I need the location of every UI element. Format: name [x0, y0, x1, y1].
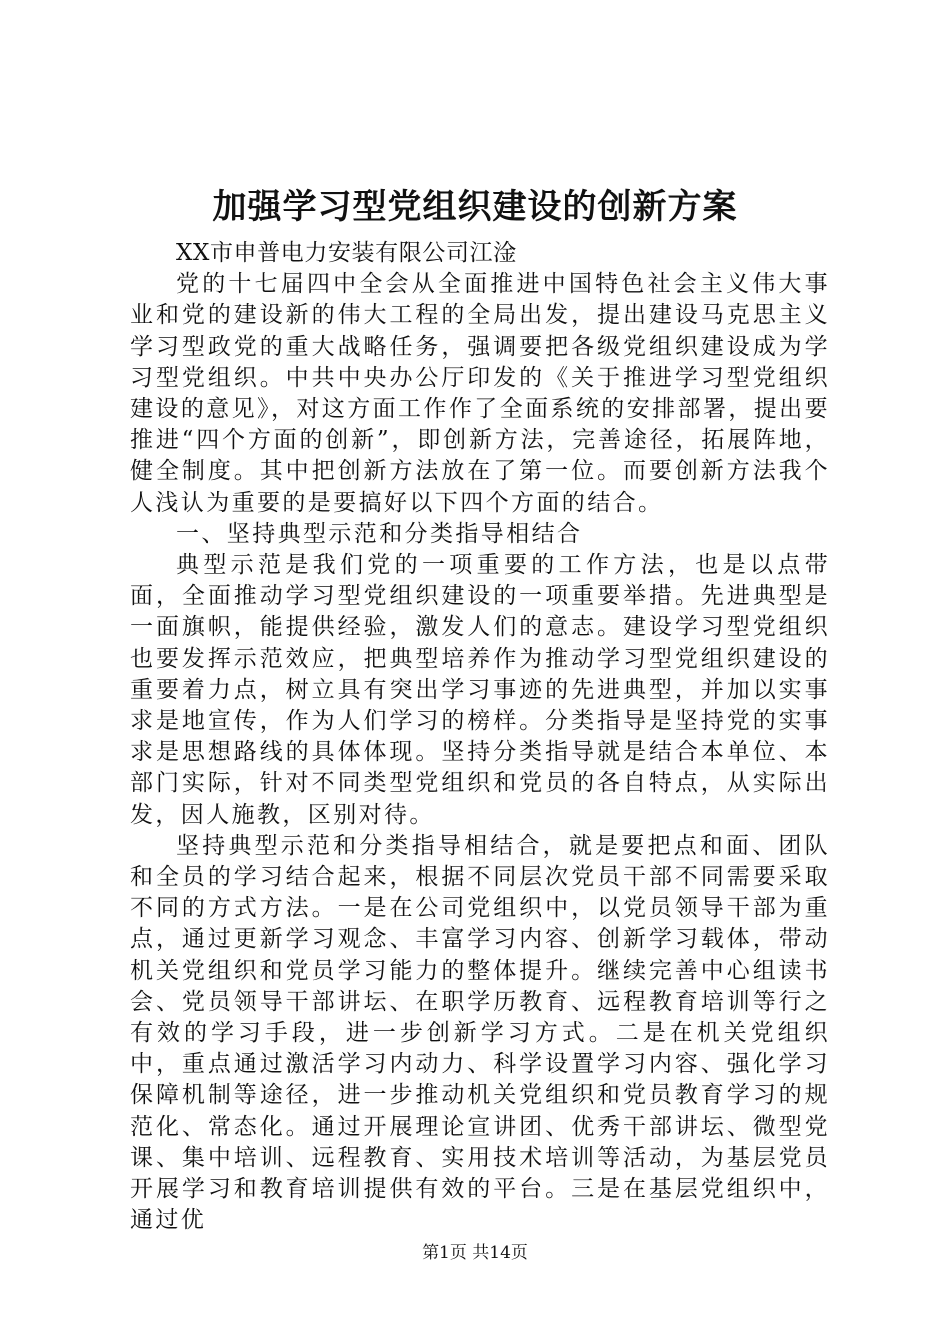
page-footer: 第1页 共14页 — [422, 1243, 528, 1263]
paragraph-combination: 坚持典型示范和分类指导相结合，就是要把点和面、团队和全员的学习结合起来，根据不同层次党员干部不同需要采取不同的方式方法。一是在公司党组织中，以党员领导干部为重点，通过更新学习观念、丰富学习内容、创新学习载体，带动机关党组织和党员学习能力的整体提升。继续完善中心组读书会、党员领导干部讲坛、在职学历教育、远程教育培训等行之有效的学习手段，进一步创新学习方式。二是在机关党组织中，重点通过激活学习内动力、科学设置学习内容、强化学习保障机制等途径，进一步推动机关党组织和党员教育学习的规范化、常态化。通过开展理论宣讲团、优秀干部讲坛、微型党课、集中培训、远程教育、实用技术培训等活动，为基层党员开展学习和教育培训提供有效的平台。三是在基层党组织中，通过优 — [130, 832, 830, 1234]
paragraph-typical-demonstration: 典型示范是我们党的一项重要的工作方法，也是以点带面，全面推动学习型党组织建设的一项重要举措。先进典型是一面旗帜，能提供经验，激发人们的意志。建设学习型党组织也要发挥示范效应，把典型培养作为推动学习型党组织建设的重要着力点，树立具有突出学习事迹的先进典型，并加以实事求是地宣传，作为人们学习的榜样。分类指导是坚持党的实事求是思想路线的具体体现。坚持分类指导就是结合本单位、本部门实际，针对不同类型党组织和党员的各自特点，从实际出发，因人施教，区别对待。 — [130, 552, 830, 828]
author-line: XX市申普电力安装有限公司江淦 — [176, 240, 517, 266]
document-body — [130, 238, 830, 1237]
paragraph-intro: 党的十七届四中全会从全面推进中国特色社会主义伟大事业和党的建设新的伟大工程的全局出发，提出建设马克思主义学习型政党的重大战略任务，强调要把各级党组织建设成为学习型党组织。中共中央办公厅印发的《关于推进学习型党组织建设的意见》，对这方面工作作了全面系统的安排部署，提出要推进“四个方面的创新”，即创新方法，完善途径，拓展阵地，健全制度。其中把创新方法放在了第一位。而要创新方法我个人浅认为重要的是要搞好以下四个方面的结合。 — [130, 271, 830, 516]
document-title: 加强学习型党组织建设的创新方案 — [212, 187, 738, 227]
section-heading: 一、坚持典型示范和分类指导相结合 — [176, 520, 583, 547]
